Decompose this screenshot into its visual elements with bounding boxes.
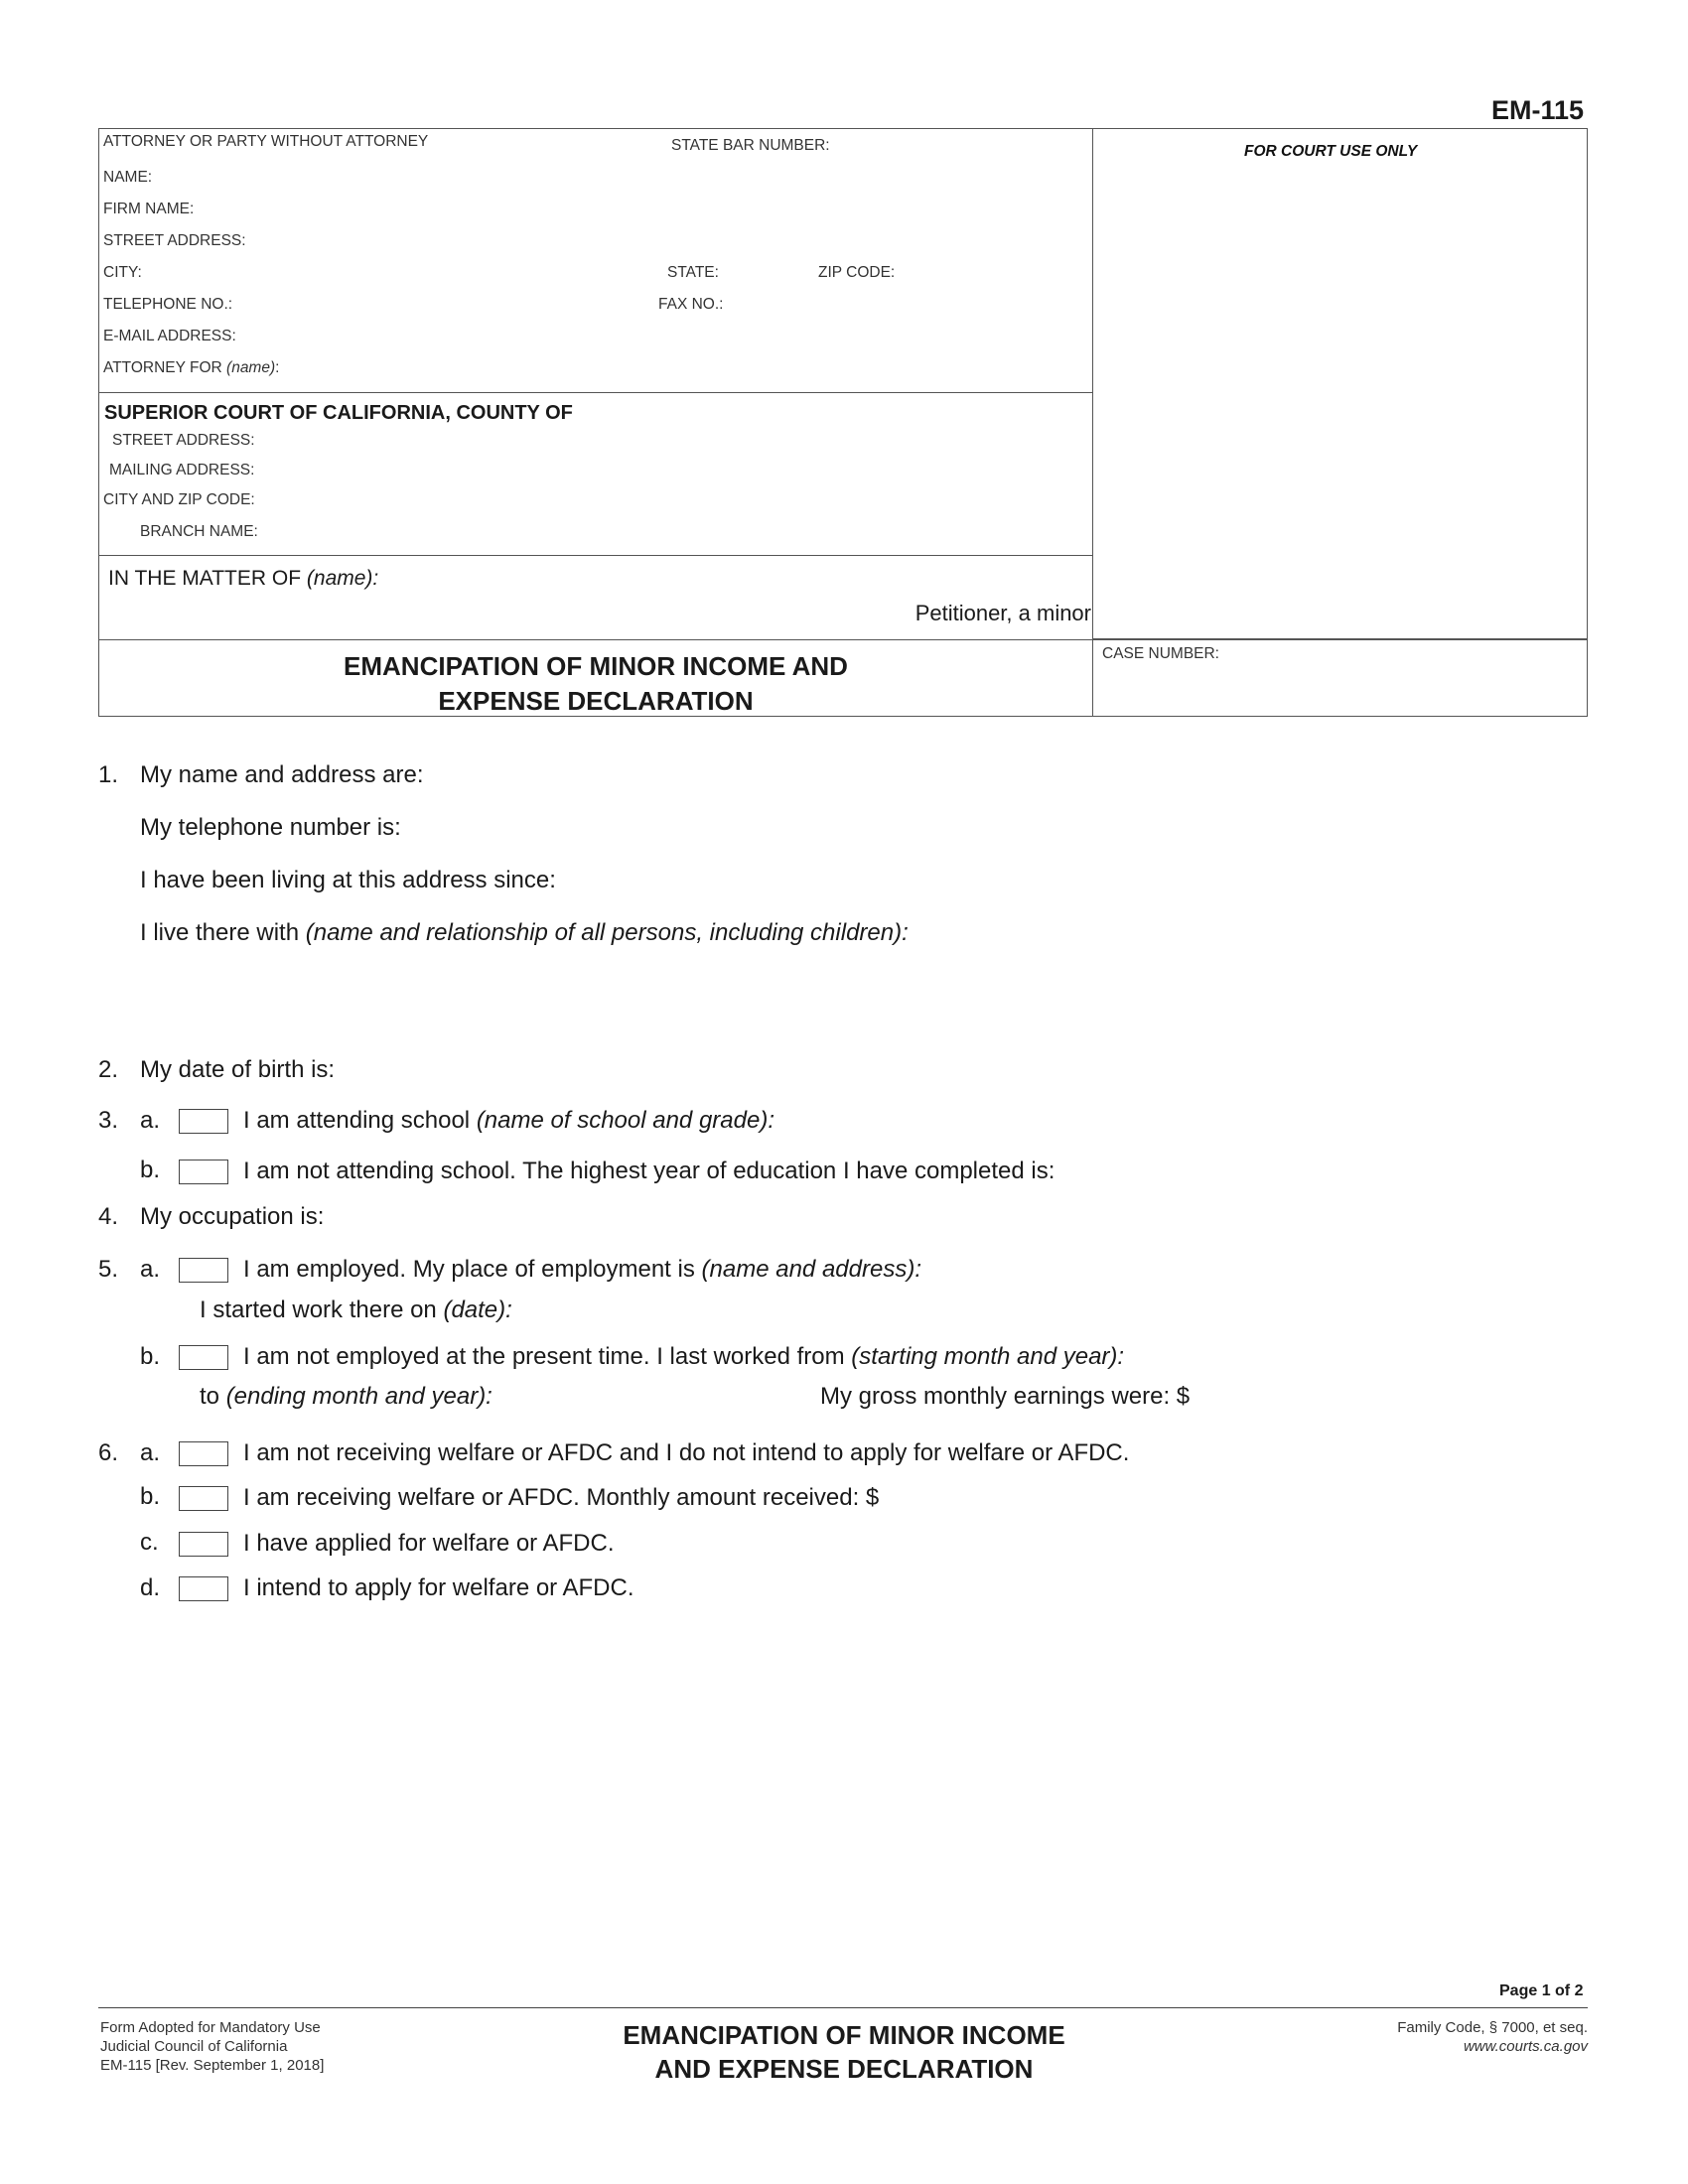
- item-6b-text: I am receiving welfare or AFDC. Monthly amount received: $: [243, 1484, 880, 1511]
- court-city-zip-label: CITY AND ZIP CODE:: [103, 491, 255, 508]
- item-6c-text: I have applied for welfare or AFDC.: [243, 1530, 615, 1557]
- footer-divider: [98, 2007, 1588, 2008]
- form-number: EM-115: [1491, 95, 1585, 125]
- matter-box: [98, 555, 1093, 640]
- item-5a-checkbox[interactable]: [179, 1258, 228, 1283]
- item-5b-letter: b.: [140, 1343, 161, 1370]
- item-6b-letter: b.: [140, 1483, 161, 1510]
- name-label: NAME:: [103, 169, 153, 186]
- item-6a-checkbox[interactable]: [179, 1441, 228, 1466]
- attorney-for-label: ATTORNEY FOR (name):: [103, 359, 280, 376]
- attorney-street-label: STREET ADDRESS:: [103, 232, 246, 249]
- matter-label: IN THE MATTER OF (name):: [108, 567, 379, 590]
- court-street-label: STREET ADDRESS:: [112, 432, 255, 449]
- item-5a-letter: a.: [140, 1256, 161, 1283]
- item-1-live-with: I live there with (name and relationship of all persons, including children):: [140, 919, 909, 946]
- item-2-number: 2.: [98, 1056, 119, 1083]
- item-5b-checkbox[interactable]: [179, 1345, 228, 1370]
- item-1-number: 1.: [98, 761, 119, 788]
- item-5b-text: I am not employed at the present time. I last worked from (starting month and year):: [243, 1343, 1125, 1370]
- item-6b-checkbox[interactable]: [179, 1486, 228, 1511]
- footer-adopted-line1: Form Adopted for Mandatory Use: [100, 2019, 321, 2036]
- zip-code-label: ZIP CODE:: [818, 264, 896, 281]
- item-3b-letter: b.: [140, 1157, 161, 1183]
- item-5a-started: I started work there on (date):: [200, 1297, 512, 1323]
- form-title-line2: EXPENSE DECLARATION: [438, 686, 754, 716]
- item-3b-text: I am not attending school. The highest year of education I have completed is:: [243, 1158, 1055, 1184]
- item-6a-text: I am not receiving welfare or AFDC and I do not intend to apply for welfare or AFDC.: [243, 1439, 1130, 1466]
- case-number-label: CASE NUMBER:: [1102, 645, 1219, 662]
- item-4-occupation: My occupation is:: [140, 1203, 325, 1230]
- form-title-line1: EMANCIPATION OF MINOR INCOME AND: [344, 651, 848, 681]
- court-box: [98, 392, 1093, 556]
- footer-adopted-line3: EM-115 [Rev. September 1, 2018]: [100, 2057, 325, 2074]
- item-1-name-address: My name and address are:: [140, 761, 424, 788]
- item-5b-to: to (ending month and year):: [200, 1383, 492, 1410]
- item-3a-checkbox[interactable]: [179, 1109, 228, 1134]
- footer-website[interactable]: www.courts.ca.gov: [1463, 2038, 1588, 2055]
- form-title: [99, 640, 1092, 719]
- attorney-box: [98, 128, 1093, 393]
- item-5b-gross-earnings: My gross monthly earnings were: $: [820, 1383, 1191, 1410]
- title-box: [98, 639, 1093, 717]
- court-use-label: FOR COURT USE ONLY: [1244, 143, 1418, 160]
- footer-adopted: [100, 2018, 324, 2075]
- telephone-label: TELEPHONE NO.:: [103, 296, 233, 313]
- item-6a-letter: a.: [140, 1439, 161, 1466]
- state-label: STATE:: [667, 264, 719, 281]
- petitioner-label: Petitioner, a minor: [914, 601, 1091, 625]
- court-heading: SUPERIOR COURT OF CALIFORNIA, COUNTY OF: [104, 402, 573, 424]
- item-6d-letter: d.: [140, 1574, 161, 1601]
- fax-label: FAX NO.:: [658, 296, 724, 313]
- footer-adopted-line2: Judicial Council of California: [100, 2038, 288, 2055]
- item-6c-checkbox[interactable]: [179, 1532, 228, 1557]
- page-indicator: Page 1 of 2: [1499, 1982, 1584, 1999]
- court-use-box: [1092, 128, 1588, 639]
- case-number-box: [1092, 639, 1588, 717]
- item-2-date-of-birth: My date of birth is:: [140, 1056, 336, 1083]
- item-6d-checkbox[interactable]: [179, 1576, 228, 1601]
- item-3a-text: I am attending school (name of school and grade):: [243, 1107, 774, 1134]
- city-label: CITY:: [103, 264, 142, 281]
- footer-references: [1397, 2018, 1588, 2056]
- footer-title-line2: AND EXPENSE DECLARATION: [654, 2054, 1034, 2084]
- item-3a-letter: a.: [140, 1107, 161, 1134]
- email-label: E-MAIL ADDRESS:: [103, 328, 236, 344]
- item-4-number: 4.: [98, 1203, 119, 1230]
- item-5a-text: I am employed. My place of employment is (name and address):: [243, 1256, 921, 1283]
- court-mailing-label: MAILING ADDRESS:: [109, 462, 255, 478]
- state-bar-label: STATE BAR NUMBER:: [671, 137, 830, 154]
- item-6d-text: I intend to apply for welfare or AFDC.: [243, 1574, 634, 1601]
- footer-code: Family Code, § 7000, et seq.: [1397, 2019, 1588, 2036]
- item-6c-letter: c.: [140, 1529, 159, 1556]
- item-1-telephone: My telephone number is:: [140, 814, 401, 841]
- court-branch-label: BRANCH NAME:: [140, 523, 258, 540]
- item-3b-checkbox[interactable]: [179, 1160, 228, 1184]
- caption-block: [98, 128, 1588, 717]
- firm-name-label: FIRM NAME:: [103, 201, 195, 217]
- item-1-living-since: I have been living at this address since:: [140, 867, 556, 893]
- footer-title: [536, 2018, 1152, 2086]
- item-3-number: 3.: [98, 1107, 119, 1134]
- item-5-number: 5.: [98, 1256, 119, 1283]
- item-6-number: 6.: [98, 1439, 119, 1466]
- attorney-label: ATTORNEY OR PARTY WITHOUT ATTORNEY: [103, 133, 429, 150]
- footer-title-line1: EMANCIPATION OF MINOR INCOME: [623, 2020, 1065, 2050]
